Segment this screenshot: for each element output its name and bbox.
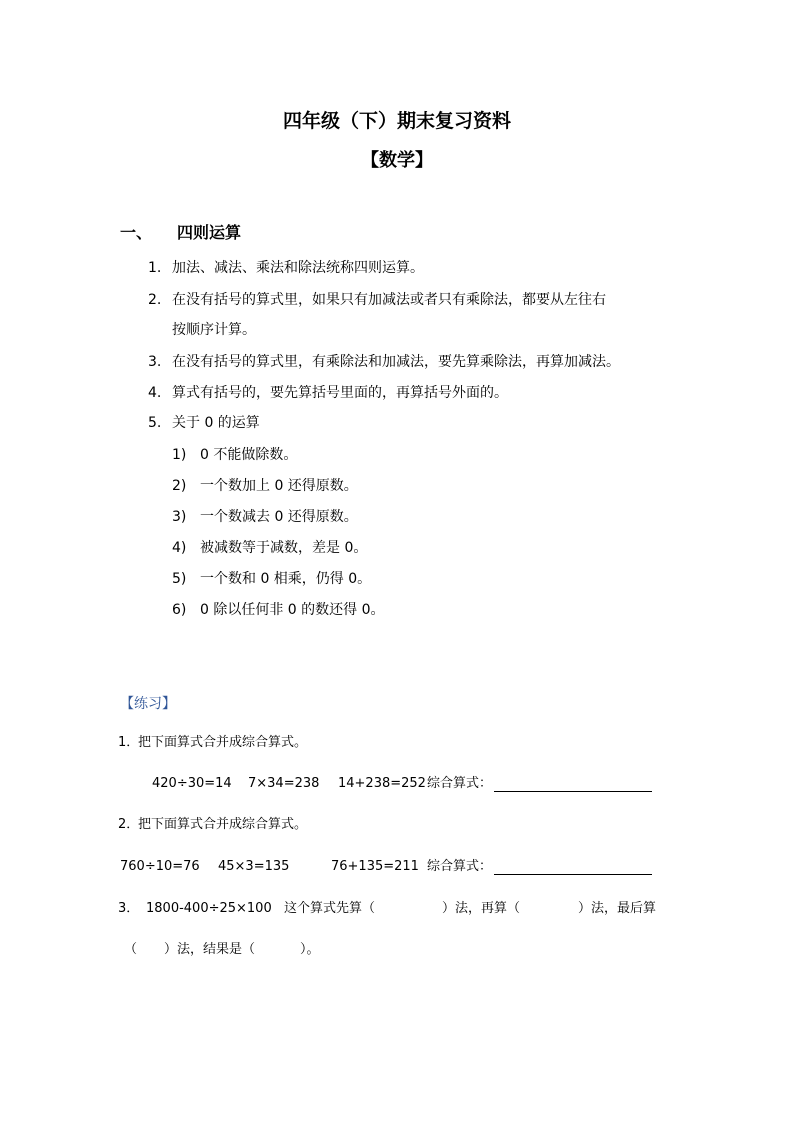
rule-number: 2. bbox=[148, 292, 162, 308]
expression: 1800-400÷25×100 bbox=[146, 901, 272, 916]
fill-in-text: ）法，再算（ bbox=[442, 901, 521, 916]
equation: 45×3=135 bbox=[218, 859, 290, 874]
question-number: 3． bbox=[118, 901, 140, 916]
fill-in-text: ）法，最后算 bbox=[578, 901, 657, 916]
sub-rule-text: 被减数等于减数，差是 0。 bbox=[200, 540, 368, 556]
answer-label: 综合算式： bbox=[427, 776, 493, 791]
sub-rule-text: 0 除以任何非 0 的数还得 0。 bbox=[200, 602, 385, 618]
question-number: 1． bbox=[118, 735, 140, 750]
sub-rule-number: 5) bbox=[172, 571, 187, 587]
fill-in-text: （ bbox=[124, 942, 138, 957]
rule-text: 在没有括号的算式里，有乘除法和加减法，要先算乘除法，再算加减法。 bbox=[172, 354, 620, 370]
equation: 7×34=238 bbox=[248, 776, 320, 791]
section-number: 一、 bbox=[120, 223, 153, 242]
rule-text: 关于 0 的运算 bbox=[172, 415, 260, 431]
equation: 760÷10=76 bbox=[120, 859, 200, 874]
answer-label: 综合算式： bbox=[427, 859, 493, 874]
page-title: 四年级（下）期末复习资料 bbox=[282, 110, 511, 132]
answer-line-1[interactable] bbox=[427, 774, 652, 794]
question-text: 把下面算式合并成综合算式。 bbox=[138, 735, 308, 750]
rule-text: 在没有括号的算式里，如果只有加减法或者只有乘除法，都要从左往右 bbox=[172, 292, 606, 308]
practice-label: 【练习】 bbox=[120, 696, 176, 712]
fill-in-text: ）。 bbox=[300, 942, 320, 957]
equation: 14+238=252 bbox=[338, 776, 426, 791]
sub-rule-text: 一个数减去 0 还得原数。 bbox=[200, 509, 358, 525]
sub-rule-number: 6) bbox=[172, 602, 187, 618]
equation: 76+135=211 bbox=[331, 859, 419, 874]
sub-rule-text: 一个数加上 0 还得原数。 bbox=[200, 478, 358, 494]
subject-subtitle: 【数学】 bbox=[361, 150, 433, 171]
rule-number: 3. bbox=[148, 354, 162, 370]
rule-text: 加法、减法、乘法和除法统称四则运算。 bbox=[172, 260, 424, 276]
equation: 420÷30=14 bbox=[152, 776, 232, 791]
sub-rule-number: 1) bbox=[172, 447, 187, 463]
rule-text: 算式有括号的，要先算括号里面的，再算括号外面的。 bbox=[172, 385, 508, 401]
section-title: 四则运算 bbox=[177, 223, 242, 242]
sub-rule-number: 4) bbox=[172, 540, 187, 556]
question-text: 把下面算式合并成综合算式。 bbox=[138, 817, 308, 832]
answer-line-2[interactable] bbox=[427, 857, 652, 877]
rule-number: 5. bbox=[148, 415, 162, 431]
rule-number: 1. bbox=[148, 260, 162, 276]
sub-rule-number: 3) bbox=[172, 509, 187, 525]
rule-number: 4. bbox=[148, 385, 162, 401]
answer-blank[interactable] bbox=[494, 858, 652, 875]
sub-rule-text: 一个数和 0 相乘，仍得 0。 bbox=[200, 571, 372, 587]
fill-in-text: 这个算式先算（ bbox=[284, 901, 376, 916]
rule-text-continued: 按顺序计算。 bbox=[172, 322, 256, 338]
sub-rule-number: 2) bbox=[172, 478, 187, 494]
fill-in-text: ）法，结果是（ bbox=[164, 942, 256, 957]
answer-blank[interactable] bbox=[494, 775, 652, 792]
sub-rule-text: 0 不能做除数。 bbox=[200, 447, 298, 463]
question-number: 2． bbox=[118, 817, 140, 832]
